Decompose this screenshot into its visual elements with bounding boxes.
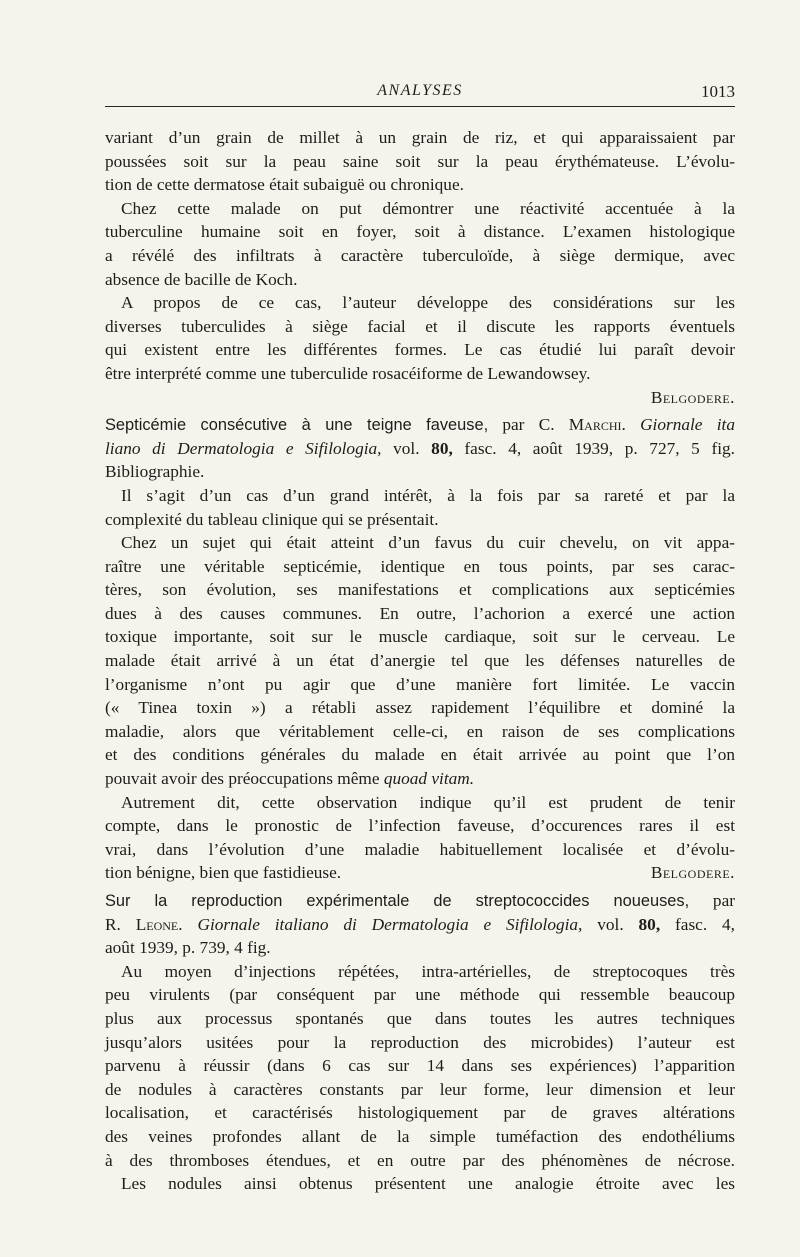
- bibliography-note: Bibliographie.: [105, 462, 205, 482]
- text-line: poussées soit sur la peau saine soit sur la peau érythémateuse. L’évolu-: [105, 151, 735, 171]
- text-line: jusqu’alors usitées pour la reproduction des microbides) l’auteur est: [105, 1032, 735, 1052]
- text-line: Au moyen d’injections répétées, intra-artérielles, de streptocoques très: [121, 961, 735, 981]
- text-line: peu virulents (par conséquent par une méthode qui ressemble beaucoup: [105, 985, 735, 1005]
- text-line: Il s’agit d’un cas d’un grand intérêt, à la fois par sa rareté et par la: [121, 485, 735, 505]
- journal-name-cont: liano di Dermatologia e Sifilologia,: [105, 438, 382, 458]
- article-title: Septicémie consécutive à une teigne faveuse,: [105, 416, 489, 435]
- text-line: l’organisme n’ont pu agir que d’une manière fort limitée. Le vaccin: [105, 674, 735, 694]
- text-line: absence de bacille de Koch.: [105, 269, 298, 289]
- running-head: ANALYSES: [377, 82, 463, 99]
- volume-number: 80,: [638, 914, 661, 934]
- text-line: compte, dans le pronostic de l’infection faveuse, d’occurences rares il est: [105, 816, 735, 836]
- volume-number: 80,: [431, 438, 453, 458]
- article-author: C. Marchi.: [538, 415, 626, 435]
- article-heading-line: [105, 889, 735, 913]
- text-line: tion de cette dermatose était subaiguë ou chronique.: [105, 175, 464, 195]
- text-line: Les nodules ainsi obtenus présentent une analogie étroite avec les: [121, 1174, 735, 1194]
- journal-name: Giornale italiano di Dermatologia e Sifilologia,: [197, 914, 583, 934]
- text-line: tuberculine humaine soit en foyer, soit à distance. L’examen histologique: [105, 222, 735, 242]
- text-line: variant d’un grain de millet à un grain de riz, et qui apparaissaient par: [105, 128, 735, 147]
- text-line: Chez un sujet qui était atteint d’un favus du cuir chevelu, on vit appa-: [121, 533, 735, 553]
- text-line: être interprété comme une tuberculide rosacéiforme de Lewandowsey.: [105, 363, 591, 383]
- article-heading-line: [105, 437, 735, 461]
- text-line: [105, 767, 735, 791]
- text-line: localisation, et caractérisés histologiquement par de graves altérations: [105, 1103, 735, 1123]
- article-streptococcides: [105, 889, 735, 1196]
- journal-name: Giornale ita: [640, 415, 735, 435]
- page-number: 1013: [701, 82, 735, 101]
- text-line: (« Tinea toxin ») a rétabli assez rapidement l’équilibre et dominé la: [105, 698, 735, 718]
- text-segment: pouvait avoir des préoccupations même: [105, 769, 380, 789]
- fascicle: fasc. 4,: [675, 914, 735, 934]
- reference-details: août 1939, p. 739, 4 fig.: [105, 938, 271, 958]
- text-line: raître une véritable septicémie, identique en tous points, par ses carac-: [105, 556, 735, 576]
- text-line: qui existent entre les différentes formes. Le cas étudié lui paraît devoir: [105, 340, 735, 360]
- text-segment: tion bénigne, bien que fastidieuse.: [105, 863, 342, 883]
- article-author: R. Leone.: [105, 914, 183, 934]
- text-line: A propos de ce cas, l’auteur développe des considérations sur les: [121, 293, 735, 313]
- reference-details: fasc. 4, août 1939, p. 727, 5 fig.: [464, 438, 735, 458]
- text-line: de nodules à caractères constants par leur forme, leur dimension et leur: [105, 1079, 735, 1099]
- volume-label: vol.: [597, 914, 624, 934]
- text-line: tères, son évolution, ses manifestations et complications aux septicémies: [105, 580, 735, 600]
- volume-label: vol.: [393, 438, 420, 458]
- article-septicemie: [105, 413, 735, 885]
- text-line: malade était arrivé à un état d’anergie tel que les défenses naturelles de: [105, 651, 735, 671]
- latin-phrase: quoad vitam.: [383, 769, 475, 789]
- article-heading-line: [105, 913, 735, 937]
- page-header: [105, 82, 735, 107]
- text-line: diverses tuberculides à siège facial et il discute les rapports éventuels: [105, 316, 735, 336]
- page-body: [105, 126, 735, 1196]
- text-line: a révélé des infiltrats à caractère tuberculoïde, à siège dermique, avec: [105, 245, 735, 265]
- text-line: plus aux processus spontanés que dans toutes les autres techniques: [105, 1008, 735, 1028]
- text-line: Autrement dit, cette observation indique qu’il est prudent de tenir: [121, 792, 735, 812]
- by-word: par: [712, 891, 735, 910]
- text-line: dues à des causes communes. En outre, l’achorion a exercé une action: [105, 603, 735, 623]
- text-line: parvenu à réussir (dans 6 cas sur 14 dans ses expériences) l’apparition: [105, 1056, 735, 1076]
- text-line: [105, 861, 735, 885]
- article-heading-line: [105, 413, 735, 437]
- article-title: Sur la reproduction expérimentale de streptococcides noueuses,: [105, 892, 690, 910]
- text-line: toxique importante, soit sur le muscle cardiaque, soit sur le cerveau. Le: [105, 627, 735, 647]
- intro-paragraphs: [105, 126, 735, 409]
- text-line: vrai, dans l’évolution d’une maladie habituellement localisée et d’évolu-: [105, 839, 735, 859]
- signature: Belgodere.: [650, 863, 735, 883]
- text-line: et des conditions générales du malade en était arrivée au point que l’on: [105, 745, 735, 765]
- text-line: à des thromboses étendues, et en outre par des phénomènes de nécrose.: [105, 1150, 735, 1170]
- text-line: Chez cette malade on put démontrer une réactivité accentuée à la: [121, 198, 735, 218]
- text-line: des veines profondes allant de la simple tuméfaction des endothéliums: [105, 1126, 735, 1146]
- text-line: complexité du tableau clinique qui se présentait.: [105, 509, 439, 529]
- text-line: maladie, alors que véritablement celle-ci, en raison de ses complications: [105, 721, 735, 741]
- signature: Belgodere.: [650, 387, 735, 407]
- by-word: par: [502, 415, 525, 435]
